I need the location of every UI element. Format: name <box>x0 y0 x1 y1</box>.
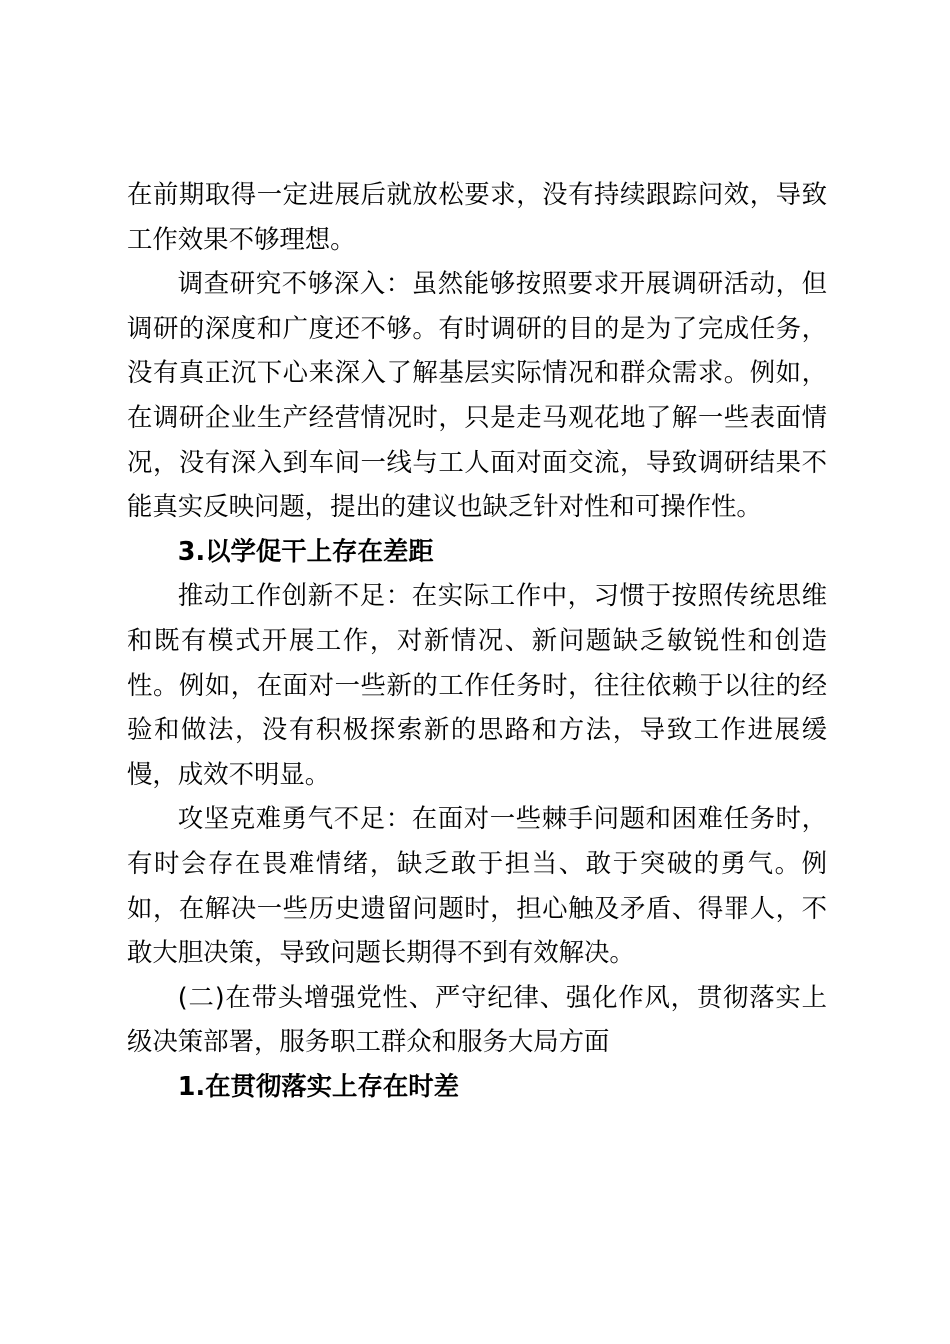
paragraph-innovation-insufficient: 推动工作创新不足：在实际工作中，习惯于按照传统思维和既有模式开展工作，对新情况、新问题缺乏敏锐性和创造性。例如，在面对一些新的工作任务时，往往依赖于以往的经验和做法，没有积极探索新的思路和方法，导致工作进展缓慢，成效不明显。 <box>127 580 827 789</box>
section-heading-3: 3.以学促干上存在差距 <box>177 535 434 566</box>
document-body <box>127 172 827 1108</box>
paragraph-continuation: 在前期取得一定进展后就放松要求，没有持续跟踪问效，导致工作效果不够理想。 <box>127 179 827 254</box>
section-heading-1: 1.在贯彻落实上存在时差 <box>177 1070 460 1101</box>
paragraph-research-insufficient: 调查研究不够深入：虽然能够按照要求开展调研活动，但调研的深度和广度还不够。有时调研的目的是为了完成任务，没有真正沉下心来深入了解基层实际情况和群众需求。例如，在调研企业生产经营情况时，只是走马观花地了解一些表面情况，没有深入到车间一线与工人面对面交流，导致调研结果不能真实反映问题，提出的建议也缺乏针对性和可操作性。 <box>127 268 827 522</box>
paragraph-section-two-title: (二)在带头增强党性、严守纪律、强化作风，贯彻落实上级决策部署，服务职工群众和服务大局方面 <box>127 981 827 1057</box>
paragraph-courage-insufficient: 攻坚克难勇气不足：在面对一些棘手问题和困难任务时，有时会存在畏难情绪，缺乏敢于担当、敢于突破的勇气。例如，在解决一些历史遗留问题时，担心触及矛盾、得罪人，不敢大胆决策，导致问题长期得不到有效解决。 <box>127 803 827 968</box>
